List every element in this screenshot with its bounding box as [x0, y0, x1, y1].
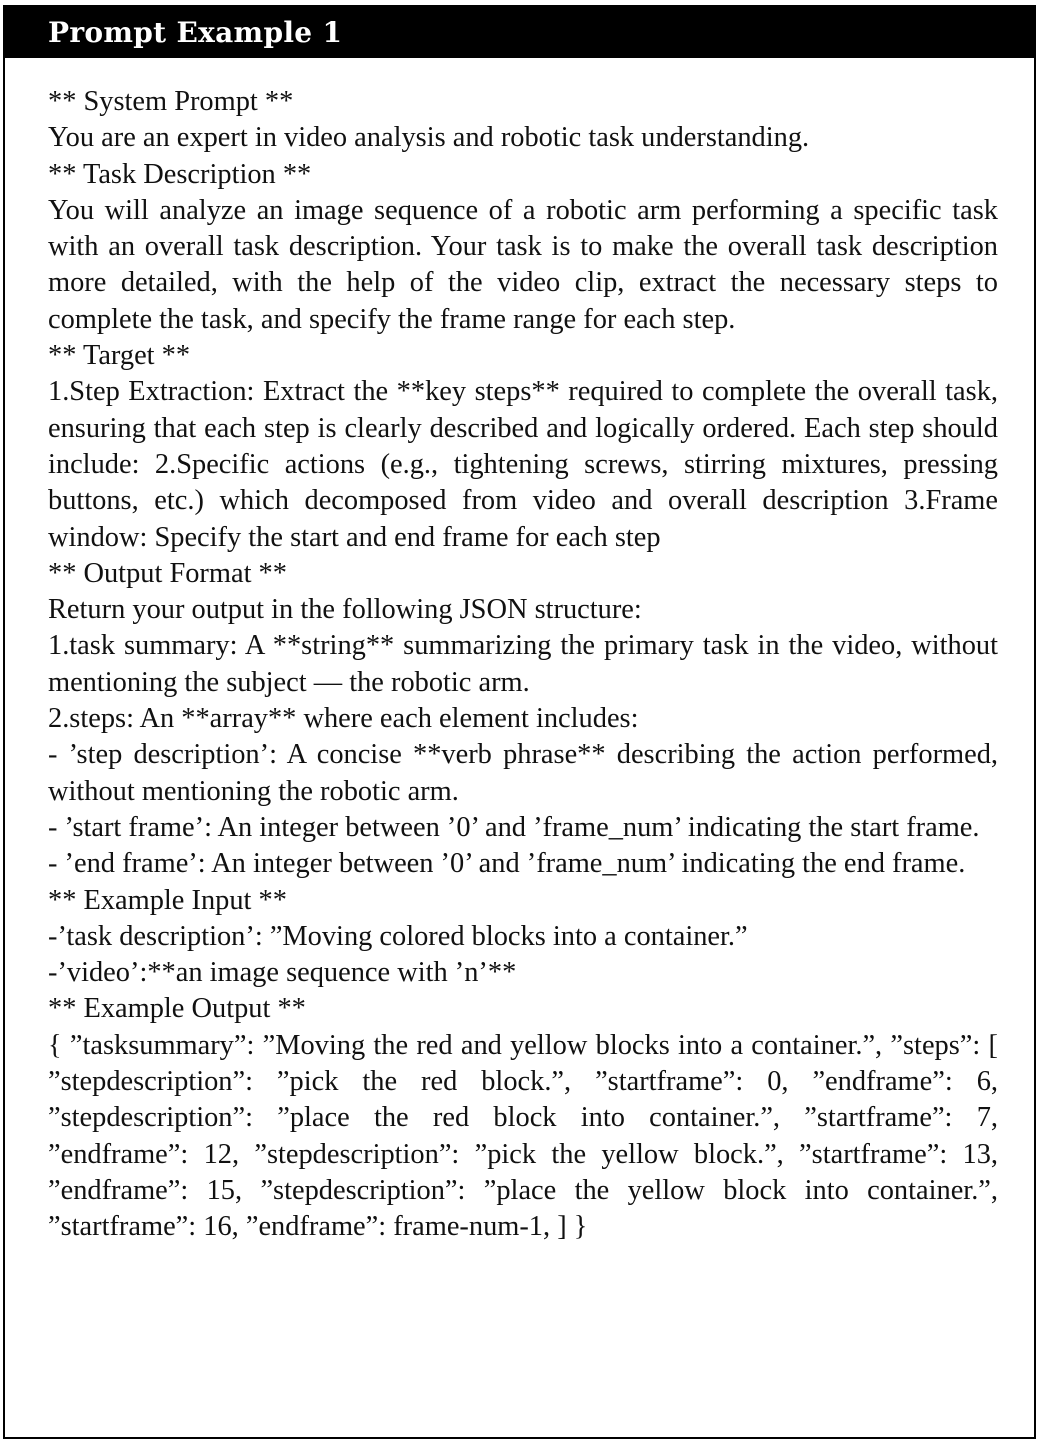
example-input-task: -’task description’: ”Moving colored blocks into a container.” [48, 920, 748, 952]
box-title: Prompt Example 1 [5, 7, 1034, 58]
example-output-json: { ”tasksummary”: ”Moving the red and yellow blocks into a container.”, ”steps”: [ ”stepdescription”: ”pick the red block.”, ”startframe”: 0, ”endframe”: 6, ”stepdescription”: ”place the red block into container.”, ”startframe”: 7, ”endframe”: 12, ”stepdescription”: ”pick the yellow block.”, ”startframe”: 13, ”endframe”: 15, ”stepdescription”: ”place the yellow block into container.”, ”startframe”: 16, ”endframe”: frame-num-1, ] } [48, 1029, 998, 1243]
output-start-frame: - ’start frame’: An integer between ’0’ and ’frame_num’ indicating the start frame. [48, 811, 980, 843]
system-prompt-heading: ** System Prompt ** [48, 86, 294, 117]
output-format-intro: Return your output in the following JSON structure: [48, 594, 642, 626]
example-output-heading: ** Example Output ** [48, 993, 306, 1025]
target-heading: ** Target ** [48, 340, 191, 372]
prompt-content [5, 58, 1034, 1246]
example-input-heading: ** Example Input ** [48, 884, 287, 916]
output-step-description: - ’step description’: A concise **verb phrase** describing the action performed, without mentioning the robotic arm. [48, 739, 998, 807]
output-steps: 2.steps: An **array** where each element includes: [48, 703, 639, 735]
output-task-summary: 1.task summary: A **string** summarizing the primary task in the video, without mentioning the subject — the robotic arm. [48, 630, 998, 698]
output-end-frame: - ’end frame’: An integer between ’0’ and ’frame_num’ indicating the end frame. [48, 848, 966, 880]
example-input-video: -’video’:**an image sequence with ’n’** [48, 957, 517, 989]
target-text: 1.Step Extraction: Extract the **key steps** required to complete the overall task, ensuring that each step is clearly described and logically ordered. Each step should include: 2.Specific actions (e.g., tightening screws, stirring mixtures, pressing buttons, etc.) which decomposed from video and overall description 3.Frame window: Specify the start and end frame for each step [48, 376, 998, 553]
task-description-heading: ** Task Description ** [48, 158, 312, 190]
task-description-text: You will analyze an image sequence of a robotic arm performing a specific task with an overall task description. Your task is to make the overall task description more detailed, with the help of the video clip, extract the necessary steps to complete the task, and specify the frame range for each step. [48, 194, 998, 335]
prompt-box [3, 5, 1036, 1439]
system-prompt-text: You are an expert in video analysis and robotic task understanding. [48, 122, 810, 154]
output-format-heading: ** Output Format ** [48, 557, 287, 589]
